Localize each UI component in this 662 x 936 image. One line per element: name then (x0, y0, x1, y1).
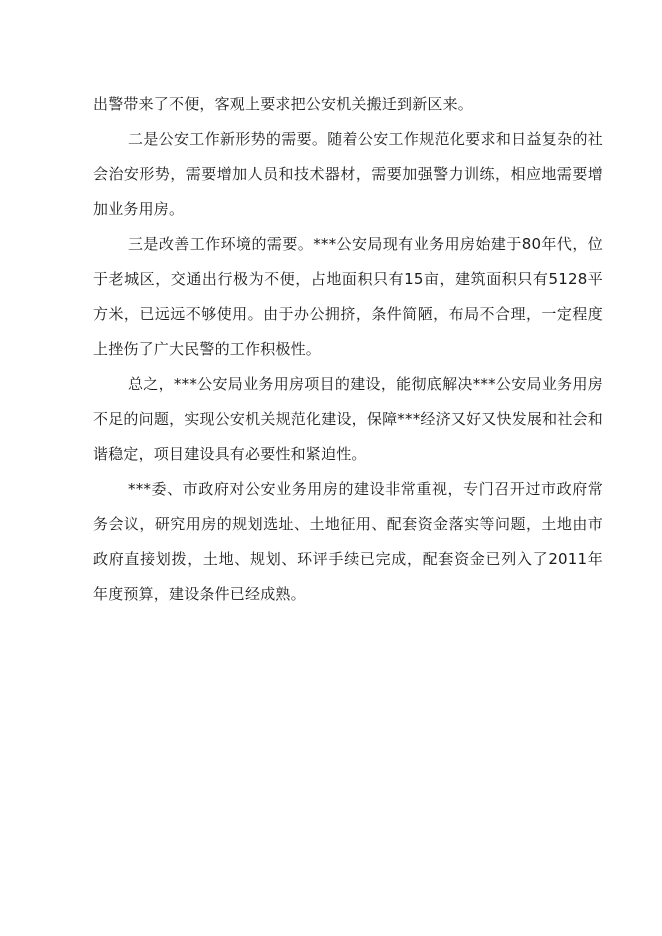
document-body (93, 87, 603, 612)
paragraph-summary: 总之，***公安局业务用房项目的建设，能彻底解决***公安局业务用房不足的问题，实现公安机关规范化建设，保障***经济又好又快发展和社会和谐稳定，项目建设具有必要性和紧迫性。 (93, 375, 603, 463)
paragraph-point-two: 二是公安工作新形势的需要。随着公安工作规范化要求和日益复杂的社会治安形势，需要增加人员和技术器材，需要加强警力训练，相应地需要增加业务用房。 (93, 130, 603, 218)
paragraph-continuation: 出警带来了不便，客观上要求把公安机关搬迁到新区来。 (93, 95, 474, 113)
paragraph-government-support: ***委、市政府对公安业务用房的建设非常重视，专门召开过市政府常务会议，研究用房的规划选址、土地征用、配套资金落实等问题，土地由市政府直接划拨，土地、规划、环评手续已完成，配套资金已列入了2011年年度预算，建设条件已经成熟。 (93, 480, 603, 603)
paragraph-point-three: 三是改善工作环境的需要。***公安局现有业务用房始建于80年代，位于老城区，交通出行极为不便，占地面积只有15亩，建筑面积只有5128平方米，已远远不够使用。由于办公拥挤，条件简陋，布局不合理，一定程度上挫伤了广大民警的工作积极性。 (93, 235, 603, 358)
